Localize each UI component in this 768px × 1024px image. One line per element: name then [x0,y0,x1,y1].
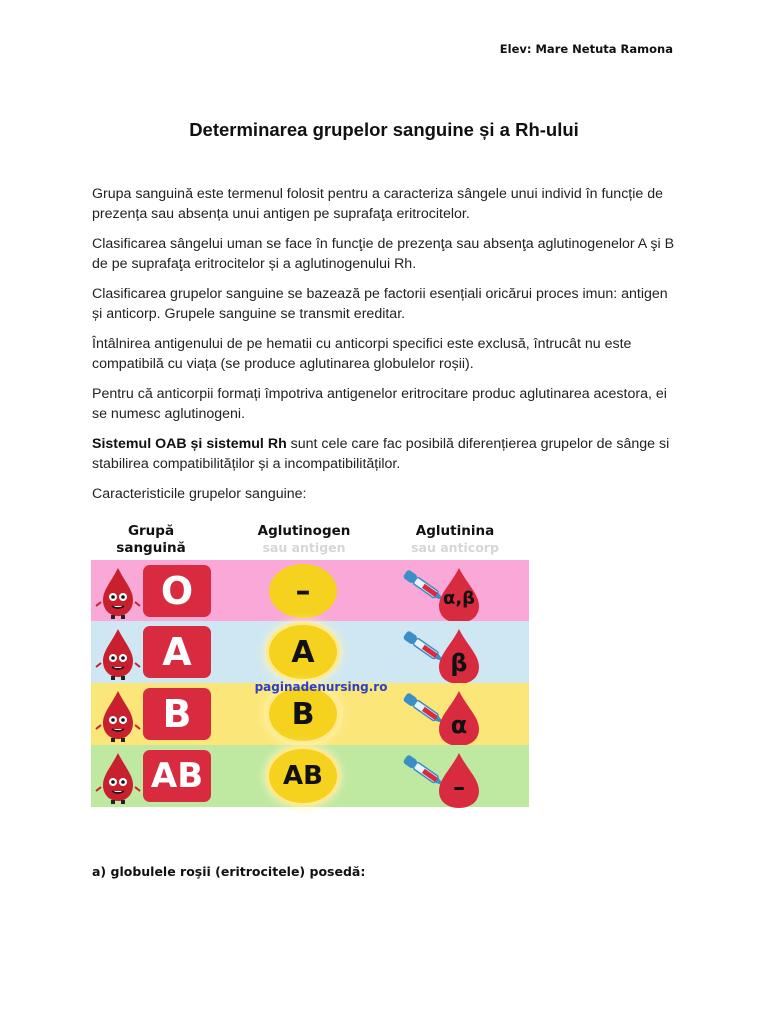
figure-header [91,520,529,562]
paragraph: Clasificarea grupelor sanguine se bazează pe factorii esențiali oricărui proces imun: antigen și anticorp. Grupele sanguine se transmit ereditar. [92,286,668,322]
header-antibody [385,523,525,555]
paragraph: Întâlnirea antigenului de pe hematii cu anticorpi specifici este exclusă, întrucât nu este compatibilă cu viața (se produce aglutinarea globulelor roșii). [92,336,632,372]
blood-drop-mascot-icon [95,689,141,743]
blood-group-label: AB [143,750,211,802]
section-subheading: a) globulele roşii (eritrocitele) posedă: [92,864,366,879]
antibody-label: – [453,773,465,801]
paragraph: Grupa sanguină este termenul folosit pentru a caracteriza sângele unui individ în funcție de prezența sau absența unui antigen pe suprafaţa eritrocitelor. [92,186,663,222]
header-antibody-line2: sau anticorp [411,540,499,555]
header-group [91,523,211,557]
antibody-label: β [450,649,468,677]
header-antigen-line1: Aglutinogen [257,523,351,539]
paragraph: Clasificarea sângelui uman se face în funcţie de prezenţa sau absenţa aglutinogenelor A şi B de pe suprafaţa eritrocitelor și a aglutinogenului Rh. [92,236,675,272]
blood-group-row [91,745,529,807]
antigen-label: AB [269,749,337,803]
header-group-line1: Grupă [127,523,175,539]
document-title: Determinarea grupelor sanguine și a Rh-ului [189,119,579,140]
header-antibody-line1: Aglutinina [415,523,495,539]
antigen-label: A [269,625,337,679]
figure-caption: Caracteristicile grupelor sanguine: [92,486,307,502]
blood-groups-figure [91,520,529,820]
antigen-label: – [269,564,337,618]
author-line: Elev: Mare Netuta Ramona [499,42,673,56]
paragraph-rest: sunt cele care fac posibilă diferențierea grupelor de sânge si stabilirea compatibilităților și a incompatibilităților. [92,436,670,472]
watermark-text: paginadenursing.ro [254,680,388,694]
blood-group-row [91,560,529,622]
blood-group-label: B [143,688,211,740]
paragraph-systems [92,434,677,474]
antibody-label: α [450,711,468,739]
blood-drop-mascot-icon [95,627,141,681]
blood-drop-mascot-icon [95,751,141,805]
header-antigen-line2: sau antigen [262,540,346,555]
bold-phrase: Sistemul OAB și sistemul Rh [92,436,287,452]
blood-group-label: A [143,626,211,678]
header-antigen [231,523,377,555]
document-body [92,184,677,514]
header-group-line2: sanguină [116,540,186,556]
blood-group-label: O [143,565,211,617]
blood-drop-mascot-icon [95,566,141,620]
antibody-label: α,β [442,588,476,609]
paragraph: Pentru că anticorpii formați împotriva antigenelor eritrocitare produc aglutinarea acestora, ei se numesc aglutinogeni. [92,386,667,422]
antigen-label: B [269,687,337,741]
blood-group-row [91,621,529,683]
